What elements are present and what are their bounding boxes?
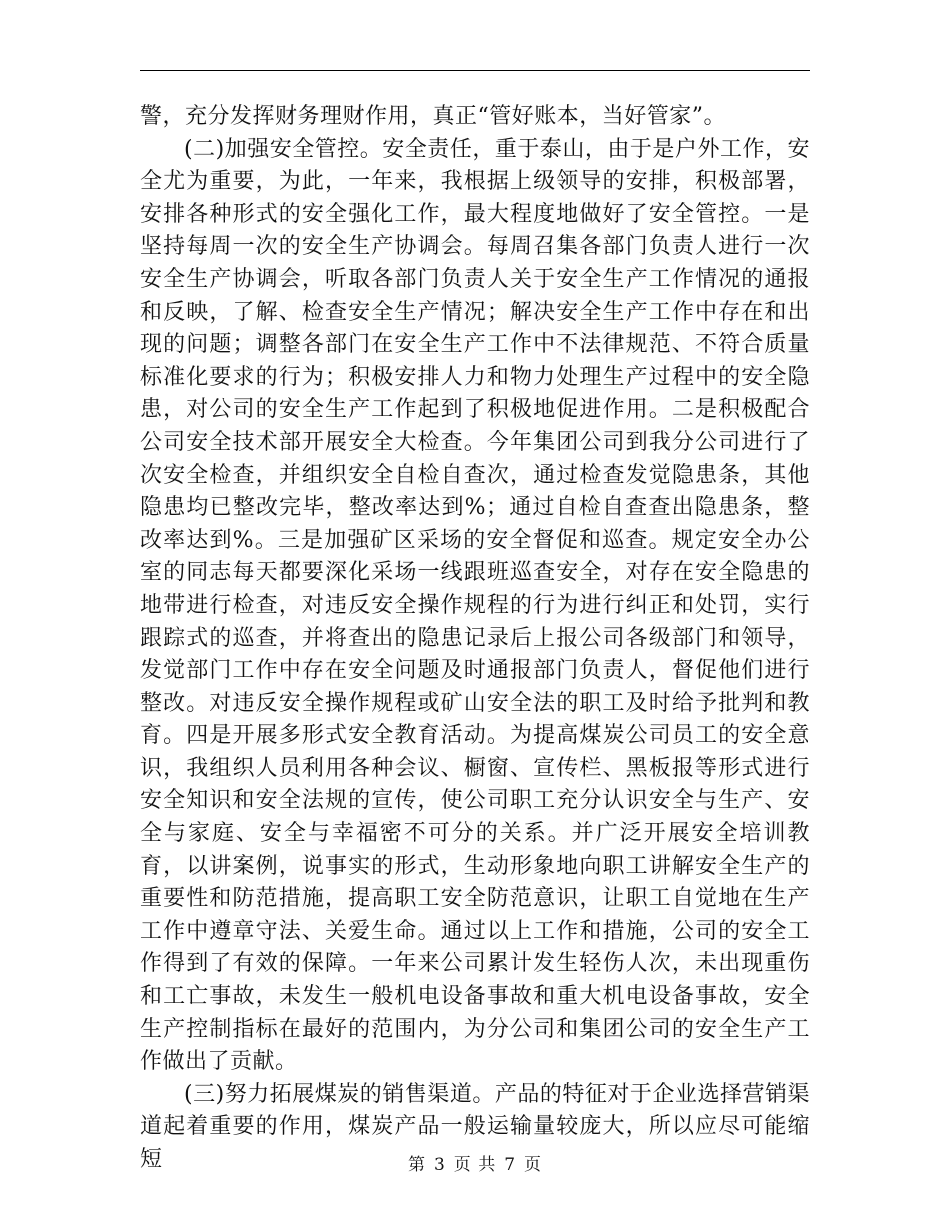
footer-prefix: 第 <box>407 1155 426 1175</box>
footer-suffix: 页 <box>524 1155 543 1175</box>
footer-middle: 页 共 <box>453 1155 497 1175</box>
footer-total-pages: 7 <box>504 1155 517 1175</box>
header-rule <box>140 70 810 71</box>
footer-page-number: 3 <box>433 1155 446 1175</box>
paragraph-safety-control: (二)加强安全管控。安全责任，重于泰山，由于是户外工作，安全尤为重要，为此，一年来，我根据上级领导的安排，积极部署，安排各种形式的安全强化工作，最大程度地做好了安全管控。一是坚持每周一次的安全生产协调会。每周召集各部门负责人进行一次安全生产协调会，听取各部门负责人关于安全生产工作情况的通报和反映，了解、检查安全生产情况；解决安全生产工作中存在和出现的问题；调整各部门在安全生产工作中不法律规范、不符合质量标准化要求的行为；积极安排人力和物力处理生产过程中的安全隐患，对公司的安全生产工作起到了积极地促进作用。二是积极配合公司安全技术部开展安全大检查。今年集团公司到我分公司进行了次安全检查，并组织安全自检自查次，通过检查发觉隐患条，其他隐患均已整改完毕，整改率达到%；通过自检自查查出隐患条，整改率达到%。三是加强矿区采场的安全督促和巡查。规定安全办公室的同志每天都要深化采场一线跟班巡查安全，对存在安全隐患的地带进行检查，对违反安全操作规程的行为进行纠正和处罚，实行跟踪式的巡查，并将查出的隐患记录后上报公司各级部门和领导，发觉部门工作中存在安全问题及时通报部门负责人，督促他们进行整改。对违反安全操作规程或矿山安全法的职工及时给予批判和教育。四是开展多形式安全教育活动。为提高煤炭公司员工的安全意识，我组织人员利用各种会议、橱窗、宣传栏、黑板报等形式进行安全知识和安全法规的宣传，使公司职工充分认识安全与生产、安全与家庭、安全与幸福密不可分的关系。并广泛开展安全培训教育，以讲案例，说事实的形式，生动形象地向职工讲解安全生产的重要性和防范措施，提高职工安全防范意识，让职工自觉地在生产工作中遵章守法、关爱生命。通过以上工作和措施，公司的安全工作得到了有效的保障。一年来公司累计发生轻伤人次，未出现重伤和工亡事故，未发生一般机电设备事故和重大机电设备事故，安全生产控制指标在最好的范围内，为分公司和集团公司的安全生产工作做出了贡献。 <box>140 136 810 1075</box>
paragraph-sales-channels: (三)努力拓展煤炭的销售渠道。产品的特征对于企业选择营销渠道起着重要的作用，煤炭产品一般运输量较庞大，所以应尽可能缩短 <box>140 1081 810 1172</box>
document-body <box>140 101 810 1177</box>
paragraph-continuation: 警，充分发挥财务理财作用，真正“管好账本，当好管家”。 <box>140 104 726 129</box>
page-footer <box>0 1150 950 1175</box>
